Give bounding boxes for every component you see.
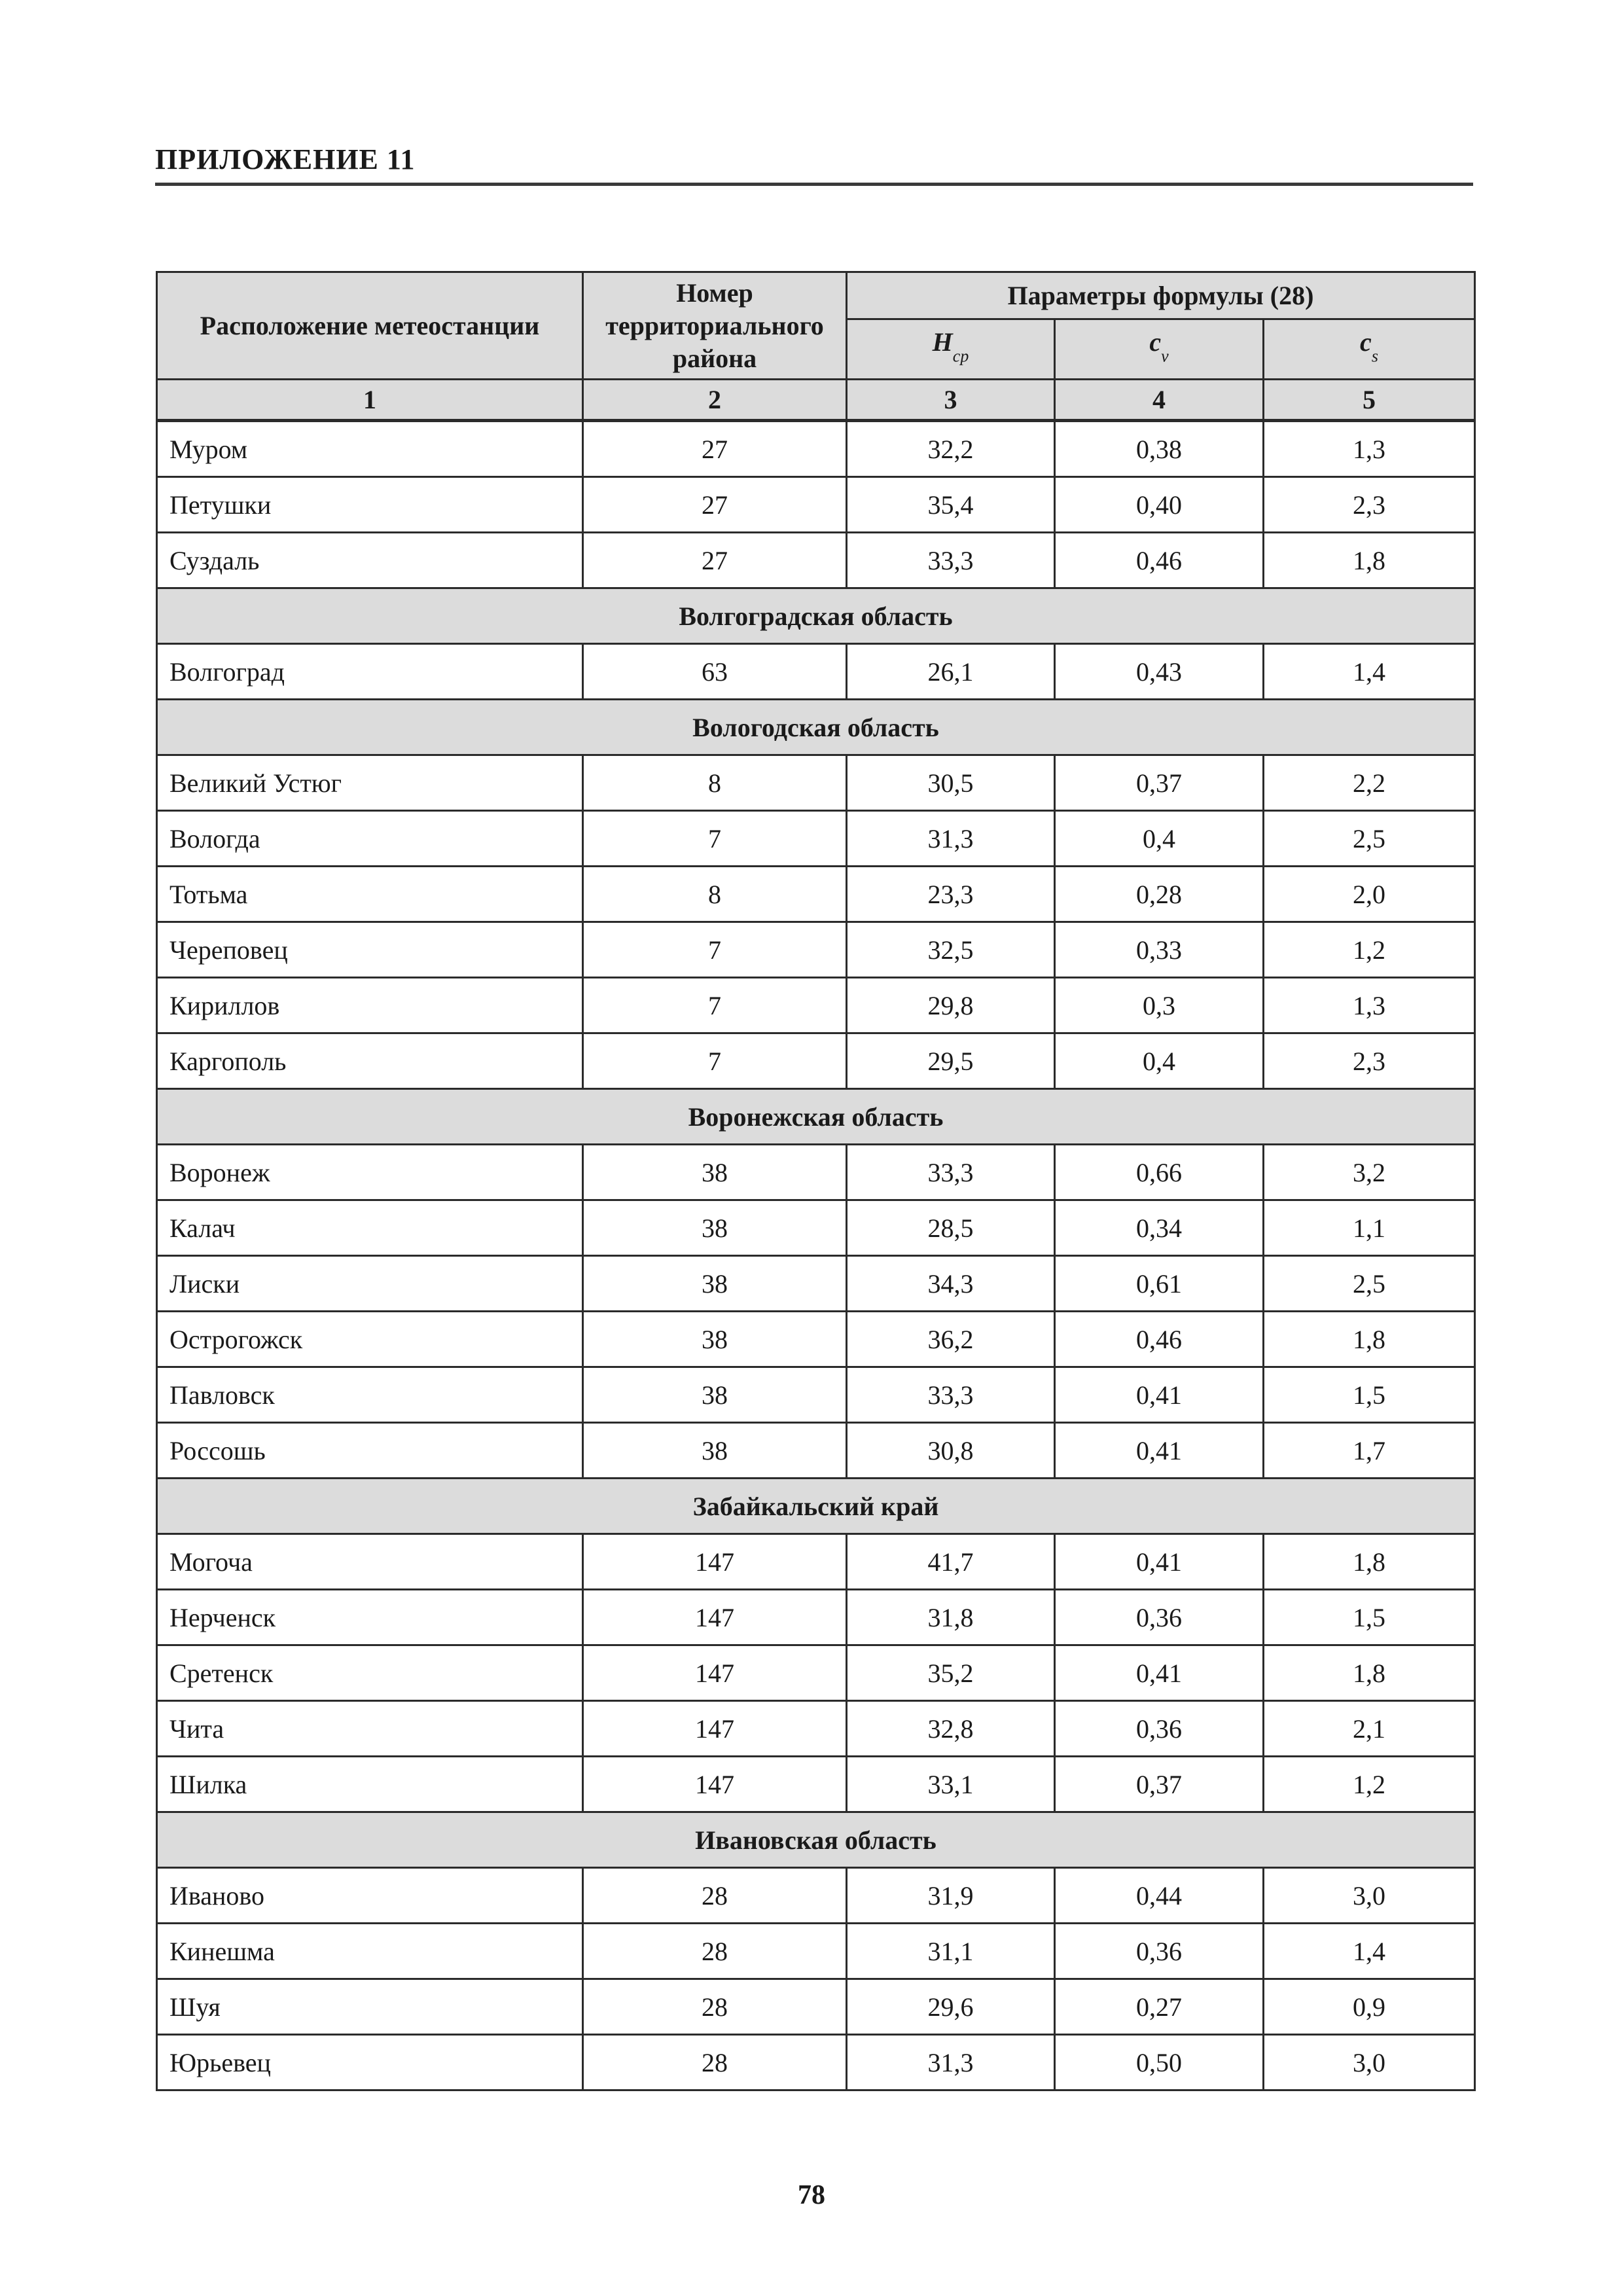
station-name-cell: Вологда [157,811,583,867]
h-avg-cell: 31,1 [847,1924,1055,1979]
cs-cell: 2,0 [1264,867,1475,922]
table-row [157,1757,1475,1812]
district-number-cell: 147 [583,1757,847,1812]
table-row [157,922,1475,978]
h-avg-cell: 32,8 [847,1701,1055,1757]
cs-cell: 1,7 [1264,1423,1475,1479]
h-avg-cell: 35,2 [847,1645,1055,1701]
cv-symbol: c [1149,327,1162,357]
h-avg-cell: 29,6 [847,1979,1055,2035]
station-name-cell: Острогожск [157,1312,583,1367]
h-avg-cell: 31,8 [847,1590,1055,1645]
region-section-row [157,1479,1475,1534]
station-name-cell: Павловск [157,1367,583,1423]
cv-cell: 0,27 [1055,1979,1264,2035]
h-avg-cell: 35,4 [847,477,1055,533]
table-row [157,1367,1475,1423]
cs-cell: 0,9 [1264,1979,1475,2035]
cv-cell: 0,43 [1055,644,1264,700]
table-row [157,477,1475,533]
cv-cell: 0,46 [1055,533,1264,588]
region-title: Ивановская область [157,1812,1475,1868]
cs-cell: 1,8 [1264,1312,1475,1367]
cs-cell: 3,0 [1264,1868,1475,1924]
h-avg-cell: 29,8 [847,978,1055,1033]
cv-cell: 0,37 [1055,755,1264,811]
station-name-cell: Калач [157,1200,583,1256]
header-formula-params: Параметры формулы (28) [847,272,1475,319]
table-row [157,1645,1475,1701]
district-number-cell: 147 [583,1645,847,1701]
station-name-cell: Юрьевец [157,2035,583,2090]
station-name-cell: Волгоград [157,644,583,700]
cs-cell: 1,5 [1264,1367,1475,1423]
page-header-title: ПРИЛОЖЕНИЕ 11 [155,143,416,175]
station-name-cell: Шилка [157,1757,583,1812]
region-section-row [157,1812,1475,1868]
column-number: 1 [157,380,583,421]
table-row [157,755,1475,811]
cv-cell: 0,34 [1055,1200,1264,1256]
column-number: 3 [847,380,1055,421]
cv-subscript: v [1161,346,1169,366]
cv-cell: 0,37 [1055,1757,1264,1812]
station-name-cell: Лиски [157,1256,583,1312]
district-number-cell: 38 [583,1367,847,1423]
table-row [157,1868,1475,1924]
header-location: Расположение метеостанции [157,272,583,380]
station-name-cell: Кириллов [157,978,583,1033]
cs-cell: 3,2 [1264,1145,1475,1200]
cv-cell: 0,44 [1055,1868,1264,1924]
region-section-row [157,588,1475,644]
station-name-cell: Тотьма [157,867,583,922]
station-name-cell: Шуя [157,1979,583,2035]
station-name-cell: Муром [157,421,583,477]
table-row [157,1256,1475,1312]
cv-cell: 0,36 [1055,1924,1264,1979]
page-number: 78 [798,2180,825,2210]
cs-cell: 1,5 [1264,1590,1475,1645]
h-avg-cell: 41,7 [847,1534,1055,1590]
table-row [157,1200,1475,1256]
region-title: Воронежская область [157,1089,1475,1145]
district-number-cell: 38 [583,1145,847,1200]
h-avg-cell: 33,3 [847,533,1055,588]
h-avg-cell: 33,3 [847,1145,1055,1200]
district-number-cell: 8 [583,867,847,922]
cv-cell: 0,28 [1055,867,1264,922]
district-number-cell: 7 [583,978,847,1033]
region-section-row [157,700,1475,755]
header-cv [1055,319,1264,380]
cs-cell: 1,8 [1264,1534,1475,1590]
cs-cell: 1,1 [1264,1200,1475,1256]
station-name-cell: Сретенск [157,1645,583,1701]
station-name-cell: Кинешма [157,1924,583,1979]
meteo-stations-table [156,271,1476,2091]
table-row [157,1423,1475,1479]
cs-cell: 1,8 [1264,1645,1475,1701]
cs-cell: 1,4 [1264,1924,1475,1979]
district-number-cell: 38 [583,1423,847,1479]
district-number-cell: 38 [583,1256,847,1312]
station-name-cell: Нерченск [157,1590,583,1645]
cs-cell: 1,4 [1264,644,1475,700]
district-number-cell: 27 [583,421,847,477]
table-row [157,1033,1475,1089]
cs-cell: 1,2 [1264,1757,1475,1812]
cv-cell: 0,38 [1055,421,1264,477]
station-name-cell: Иваново [157,1868,583,1924]
header-h-avg [847,319,1055,380]
table-row [157,811,1475,867]
h-avg-cell: 32,5 [847,922,1055,978]
h-avg-subscript: ср [952,346,969,366]
table-body [157,421,1475,2090]
district-number-cell: 28 [583,1924,847,1979]
table-row [157,1924,1475,1979]
cs-cell: 3,0 [1264,2035,1475,2090]
table-row [157,533,1475,588]
h-avg-cell: 26,1 [847,644,1055,700]
cv-cell: 0,50 [1055,2035,1264,2090]
region-title: Вологодская область [157,700,1475,755]
header-district-number: Номер территориального района [583,272,847,380]
h-avg-cell: 31,3 [847,2035,1055,2090]
region-section-row [157,1089,1475,1145]
cs-symbol: c [1360,327,1372,357]
district-number-cell: 27 [583,477,847,533]
cv-cell: 0,36 [1055,1590,1264,1645]
district-number-cell: 147 [583,1590,847,1645]
h-avg-cell: 31,9 [847,1868,1055,1924]
h-avg-cell: 36,2 [847,1312,1055,1367]
cv-cell: 0,33 [1055,922,1264,978]
h-avg-cell: 28,5 [847,1200,1055,1256]
column-number: 5 [1264,380,1475,421]
district-number-cell: 7 [583,922,847,978]
h-avg-cell: 30,5 [847,755,1055,811]
h-avg-cell: 33,1 [847,1757,1055,1812]
cs-cell: 1,3 [1264,421,1475,477]
cv-cell: 0,41 [1055,1423,1264,1479]
district-number-cell: 147 [583,1534,847,1590]
station-name-cell: Чита [157,1701,583,1757]
header-cs [1264,319,1475,380]
district-number-cell: 28 [583,1868,847,1924]
table-row [157,1701,1475,1757]
table-row [157,1145,1475,1200]
header-rule [155,183,1473,186]
table-row [157,1590,1475,1645]
cs-cell: 2,1 [1264,1701,1475,1757]
cv-cell: 0,41 [1055,1367,1264,1423]
station-name-cell: Россошь [157,1423,583,1479]
cv-cell: 0,61 [1055,1256,1264,1312]
table-row [157,867,1475,922]
district-number-cell: 38 [583,1312,847,1367]
district-number-cell: 7 [583,1033,847,1089]
h-avg-cell: 23,3 [847,867,1055,922]
station-name-cell: Петушки [157,477,583,533]
station-name-cell: Череповец [157,922,583,978]
cv-cell: 0,46 [1055,1312,1264,1367]
cv-cell: 0,36 [1055,1701,1264,1757]
district-number-cell: 28 [583,2035,847,2090]
h-avg-cell: 33,3 [847,1367,1055,1423]
cs-cell: 1,2 [1264,922,1475,978]
district-number-cell: 27 [583,533,847,588]
table-row [157,1312,1475,1367]
h-avg-cell: 29,5 [847,1033,1055,1089]
district-number-cell: 7 [583,811,847,867]
table-row [157,978,1475,1033]
region-title: Волгоградская область [157,588,1475,644]
table-row [157,421,1475,477]
h-avg-cell: 34,3 [847,1256,1055,1312]
cv-cell: 0,3 [1055,978,1264,1033]
h-avg-cell: 31,3 [847,811,1055,867]
district-number-cell: 63 [583,644,847,700]
cv-cell: 0,40 [1055,477,1264,533]
h-avg-cell: 30,8 [847,1423,1055,1479]
district-number-cell: 147 [583,1701,847,1757]
cs-cell: 2,5 [1264,811,1475,867]
station-name-cell: Могоча [157,1534,583,1590]
cs-cell: 2,2 [1264,755,1475,811]
table-row [157,1979,1475,2035]
cv-cell: 0,4 [1055,811,1264,867]
table-row [157,644,1475,700]
table-row [157,2035,1475,2090]
cs-cell: 2,3 [1264,1033,1475,1089]
district-number-cell: 38 [583,1200,847,1256]
station-name-cell: Великий Устюг [157,755,583,811]
cs-cell: 1,3 [1264,978,1475,1033]
cv-cell: 0,41 [1055,1645,1264,1701]
column-number: 2 [583,380,847,421]
station-name-cell: Суздаль [157,533,583,588]
h-avg-symbol: H [932,327,953,357]
cv-cell: 0,41 [1055,1534,1264,1590]
cs-subscript: s [1371,346,1378,366]
cs-cell: 2,3 [1264,477,1475,533]
h-avg-cell: 32,2 [847,421,1055,477]
district-number-cell: 8 [583,755,847,811]
column-number: 4 [1055,380,1264,421]
cs-cell: 1,8 [1264,533,1475,588]
cv-cell: 0,4 [1055,1033,1264,1089]
table-row [157,1534,1475,1590]
cv-cell: 0,66 [1055,1145,1264,1200]
station-name-cell: Каргополь [157,1033,583,1089]
station-name-cell: Воронеж [157,1145,583,1200]
region-title: Забайкальский край [157,1479,1475,1534]
district-number-cell: 28 [583,1979,847,2035]
cs-cell: 2,5 [1264,1256,1475,1312]
